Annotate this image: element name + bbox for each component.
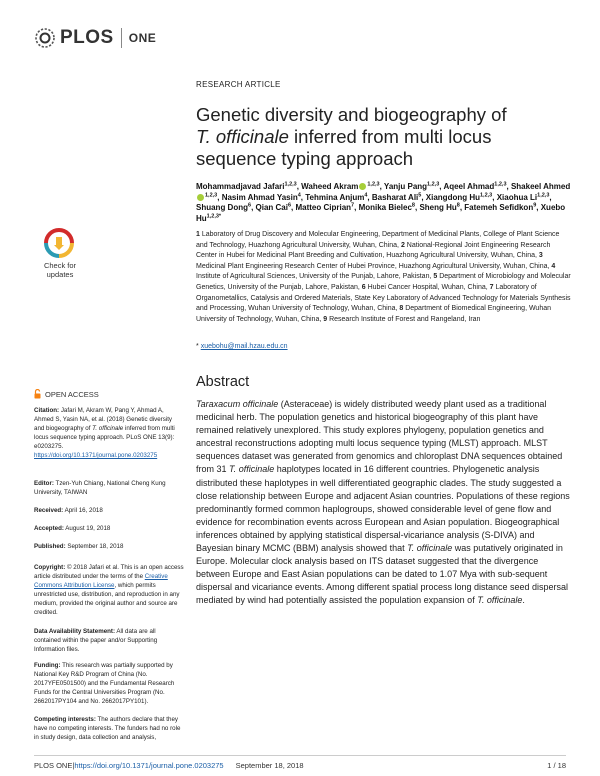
affiliation-text: Research Institute of Forest and Rangeland, Iran	[329, 315, 481, 323]
title-line-3: sequence typing approach	[196, 148, 414, 169]
author-affiliation-marker: 5	[418, 191, 422, 198]
plos-one-logo	[34, 26, 156, 50]
footer-doi-link[interactable]: https://doi.org/10.1371/journal.pone.0203275	[74, 761, 224, 770]
abstract-species: T. officinale	[407, 543, 453, 554]
email-link[interactable]: xuebohu@mail.hzau.edu.cn	[200, 343, 288, 350]
author-name: Shuang Dong	[196, 203, 248, 213]
author-affiliation-marker: 4	[364, 191, 368, 198]
author-name: Aqeel Ahmad	[443, 182, 495, 191]
author-list: Mohammadjavad Jafari$^{1,2,3}$, Waheed Akram $^{1,2,3}$, Yanju Pang$^{1,2,3}$, Aqeel Ahmad$^{1,2,3}$, Shakeel Ahmed$^{1,2,3}$, Nasim Ahmad Yasin$^4$, Tehmina Anjum$^4$, Basharat Ali$^5$, Xiangdong Hu$^{1,2,3}$, Xiaohua Li$^{1,2,3}$, Shuang Dong$^6$, Qian Cai$^6$, Matteo Ciprian$^7$, Monika Bielec$^8$, Sheng Hu$^8$, Fatemeh Sefidkon$^9$, Xuebo $Hu^{1,2,3*}$	[196, 181, 571, 223]
logo-divider	[121, 28, 122, 48]
abstract-span: haplotypes located in 16 different countries. Phylogenetic analysis distributed these haplotypes in well differentiated geographic clades. The study suggested a close relationship between Europe and adjacent Asian countries. Populations of these regions predominantly formed common haplogroups, showed considerable level of gene flow and evidence for recombination events across European and Asian population. Biogeographical inferences obtained by applying statistical dispersal-vicariance analysis (S-DIVA) and Bayesian binary MCMC (BBM) analysis showed that	[196, 464, 570, 554]
author-name: Xiangdong Hu	[425, 192, 480, 202]
competing-interests: Competing interests: The authors declare that they have no competing interests. The funders had no role in study design, data collection and analysis,	[34, 716, 181, 742]
author-affiliation-marker: 8	[411, 202, 415, 209]
affiliation-text: Laboratory of Organometallics, Catalysis and Ordered Materials, State Key Laboratory of Advanced Technology for Materials Synthesis and Processing, Wuhan University of Technology, Wuhan, China,	[196, 283, 571, 313]
affiliation-number: 8	[399, 305, 406, 313]
author-name: Monika Bielec	[358, 203, 412, 213]
affiliation-text: Institute of Agricultural Sciences, University of the Punjab, Lahore, Pakistan,	[196, 273, 434, 281]
abstract-span: .	[522, 595, 525, 606]
open-access-label: OPEN ACCESS	[34, 389, 99, 399]
article-type: RESEARCH ARTICLE	[196, 80, 281, 89]
affiliations	[196, 230, 571, 325]
author-affiliation-marker: 1,2,3	[205, 191, 218, 198]
title-line-2: T. officinale inferred from multi locus	[196, 126, 492, 147]
affiliation-number: 2	[400, 241, 407, 249]
author-name: Waheed Akram	[301, 182, 359, 191]
license-link[interactable]: Creative Commons Attribution License	[34, 573, 168, 590]
affiliation-text: National-Regional Joint Engineering Research Center in Hubei for Medicinal Plant Breeding and Cultivation, Huazhong Agricultural University, Wuhan, China,	[196, 241, 551, 260]
received-date: Received: April 16, 2018	[34, 507, 103, 514]
author-name: Yanju Pang	[383, 182, 428, 191]
editor: Editor: Tzen-Yuh Chiang, National Cheng Kung University, TAIWAN	[34, 480, 166, 497]
footer-journal: PLOS ONE	[34, 761, 73, 770]
author-name: Basharat Ali	[371, 192, 419, 202]
author-name: Shakeel Ahmed	[510, 182, 571, 191]
funding: Funding: This research was partially supported by National Key R&D Program of China (No. 2017YFE0501500) and the Fundamental Research Funds for the Central Universities Program (No. 2662017PY104 and No. 2662017PY101).	[34, 662, 175, 706]
abstract-text	[196, 398, 571, 608]
affiliation-text: Department of Microbiology and Molecular Genetics, University of the Punjab, Lahore, Pakistan,	[196, 273, 571, 291]
check-for-updates-badge[interactable]: Check for updates	[33, 228, 87, 290]
journal-name: ONE	[128, 31, 157, 45]
citation: Citation: Jafari M, Akram W, Pang Y, Ahmad A, Ahmed S, Yasin NA, et al. (2018) Genetic diversity and biogeography of T. officinale inferred from multi locus sequence typing approach. PLoS ONE 13(9): e0203275. https://doi.org/10.1371/journal.pone.0203275	[34, 407, 175, 460]
author-affiliation-marker: 8	[456, 202, 460, 209]
affiliation-number: 5	[433, 273, 440, 281]
affiliation-number: 4	[551, 262, 556, 270]
abstract-species: T. officinale	[229, 464, 275, 475]
orcid-icon[interactable]	[359, 183, 366, 190]
author-name: Xuebo Hu	[196, 203, 566, 223]
author-name: Matteo Ciprian	[295, 203, 352, 213]
author-affiliation-marker: 1,2,3	[427, 181, 440, 188]
author-affiliation-marker: 1,2,3	[480, 191, 493, 198]
title-line-1: Genetic diversity and biogeography of	[196, 104, 507, 125]
abstract-species: T. officinale	[477, 595, 523, 606]
abstract-heading: Abstract	[196, 374, 250, 390]
author-affiliation-marker: 9	[533, 202, 537, 209]
author-affiliation-marker: 4	[297, 191, 301, 198]
orcid-icon[interactable]	[197, 194, 204, 201]
plos-logo-icon	[34, 27, 56, 49]
abstract-span: (Asteraceae) is widely distributed weedy plant used as a traditional medicinal herb. The population genetics and historical biogeography of this plant have remained relatively unexplored. This study explores phylogeny, population genetics and ancestral reconstructions adopting multi locus sequence typing (MLST) approach. MLST sequences dataset was generated from genomics and chloroplast DNA sequences obtained from 31	[196, 399, 563, 475]
affiliation-number: 6	[361, 283, 368, 291]
author-affiliation-marker: 1,2,3	[494, 181, 507, 188]
check-for-updates-icon	[44, 228, 74, 258]
affiliation-number: 1	[196, 231, 202, 238]
affiliation-text: Medicinal Plant Engineering Research Center of Hubei Province, Huazhong Agricultural University, Wuhan, China,	[196, 262, 552, 270]
author-name: Fatemeh Sefidkon	[464, 203, 534, 213]
author-name: Tehmina Anjum	[305, 192, 365, 202]
affiliation-text: Hubei Cancer Hospital, Wuhan, China,	[367, 283, 490, 291]
citation-doi-link[interactable]: https://doi.org/10.1371/journal.pone.0203275	[34, 452, 158, 460]
plos-wordmark: PLOS	[60, 27, 114, 48]
author-name: Mohammadjavad Jafari	[196, 182, 285, 191]
author-affiliation-marker: 7	[351, 202, 355, 209]
footer-divider	[34, 755, 566, 756]
affiliation-number: 9	[323, 315, 330, 323]
published-date: Published: September 18, 2018	[34, 543, 124, 550]
author-affiliation-marker: 1,2,3	[537, 191, 550, 198]
abstract-span: was putatively originated in Europe. Molecular clock analysis based on ITS dataset suggested that the divergence between Europe and East Asian populations can be dated to 1.07 Mya with sub-sequent dispersal and vicariance events. Among different spatial process long distance seed dispersal mediated by wind had potentially assisted the population expansion of	[196, 543, 569, 606]
affiliation-number: 3	[538, 252, 543, 260]
abstract-species: Taraxacum officinale	[196, 399, 279, 409]
author-name: Xiaohua Li	[496, 192, 538, 202]
affiliation-text: Laboratory of Drug Discovery and Molecular Engineering, Department of Medicinal Plants, College of Plant Science and Technology, Huazhong Agricultural University, Wuhan, China,	[196, 231, 560, 249]
author-name: Qian Cai	[255, 203, 288, 213]
copyright: Copyright: © 2018 Jafari et al. This is an open access article distributed under the terms of the Creative Commons Attribution License, which permits unrestricted use, distribution, and reproduction in any medium, provided the original author and source are credited.	[34, 564, 184, 617]
footer-date: September 18, 2018	[235, 761, 304, 770]
affiliation-number: 7	[489, 283, 496, 291]
data-availability: Data Availability Statement: All data are all contained within the paper and/or Supporting Information files.	[34, 628, 158, 654]
author-affiliation-marker: 1,2,3	[367, 181, 380, 188]
affiliation-text: Department of Biomedical Engineering, Wuhan University of Technology, Wuhan, China,	[196, 305, 552, 323]
accepted-date: Accepted: August 19, 2018	[34, 525, 111, 532]
author-affiliation-marker: 1,2,3	[284, 181, 297, 188]
author-affiliation-marker: 6	[248, 202, 252, 209]
author-affiliation-marker: 1,2,3*	[206, 213, 222, 220]
author-name: Sheng Hu	[419, 203, 457, 213]
author-name: Nasim Ahmad Yasin	[221, 192, 298, 202]
page-footer: PLOS ONE | https://doi.org/10.1371/journal.pone.0203275 September 18, 2018 1 / 18	[34, 761, 566, 770]
author-affiliation-marker: 6	[287, 202, 292, 209]
article-title	[196, 104, 566, 170]
title-species: T. officinale	[196, 126, 289, 147]
page-number: 1 / 18	[547, 761, 566, 770]
open-lock-icon	[34, 389, 41, 399]
corresponding-email: * xuebohu@mail.hzau.edu.cn	[196, 343, 288, 350]
